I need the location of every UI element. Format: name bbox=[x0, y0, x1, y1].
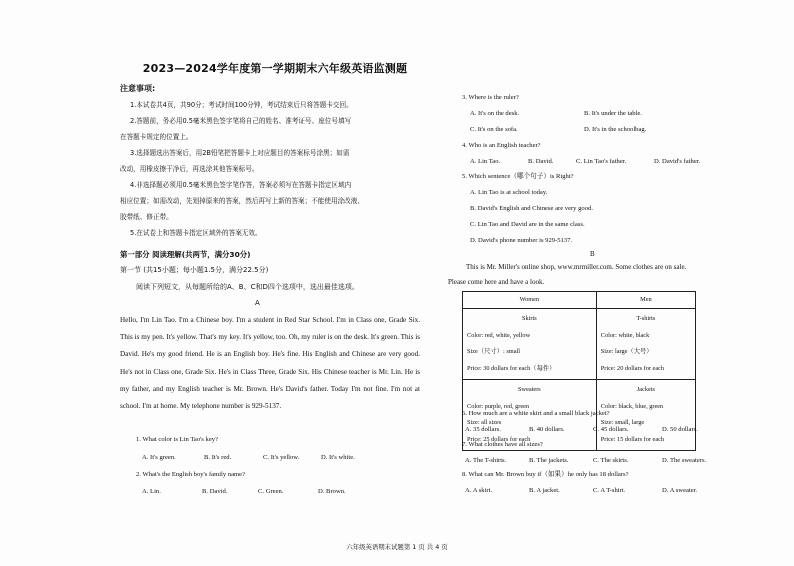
question-4: 4. Who is an English teacher? bbox=[462, 142, 541, 149]
option[interactable]: A. It's on the desk. bbox=[470, 110, 520, 117]
options-2 bbox=[142, 488, 378, 496]
question-1: 1. What color is Lin Tao's key? bbox=[136, 436, 218, 443]
question-3: 3. Where is the ruler? bbox=[462, 94, 519, 101]
option[interactable]: A. 35 dollars. bbox=[465, 426, 501, 433]
question-6: 6. How much are a white skirt and a small black jacket? bbox=[462, 410, 610, 417]
item-name: Skirts bbox=[522, 315, 537, 322]
item-line: Price: 30 dollars for each（每件） bbox=[467, 364, 556, 372]
item-line: Size: small, large bbox=[600, 419, 645, 426]
notes-heading: 注意事项: bbox=[120, 84, 156, 93]
option[interactable]: A. It's green. bbox=[142, 454, 176, 461]
section-heading: 第一节 (共15小题；每小题1.5分，满分22.5分) bbox=[120, 266, 269, 274]
option[interactable]: A. Lin Tao. bbox=[470, 158, 501, 165]
option[interactable]: B. David. bbox=[202, 488, 228, 495]
question-7: 7. What clothes have all sizes? bbox=[462, 441, 543, 448]
passage-a: Hello, I'm Lin Tao. I'm a Chinese boy. I'm a student in Red Star School. I'm in Class one, Grade Six. This is my pen. It's yellow. That's my key. It's yellow, too. Oh, my ruler is on the desk. It's green. This is David. He's my good friend. He is an English boy. He's fine. His English and Chinese are very good. He's not in Class one, Grade Six. He's in Class Three, Grade Six. His Chinese teacher is Mr. Lin. He is my father, and my English teacher is Mr. Brown. He's David's father. Today I'm not fine. I'm not at school. I'm at home. My telephone number is 929-5137. bbox=[120, 316, 420, 411]
option[interactable]: C. Green. bbox=[258, 488, 284, 495]
item-name: T-shirts bbox=[636, 315, 656, 322]
options-6 bbox=[465, 426, 698, 434]
note-line: 5.在试卷上和答题卡指定区域外的答案无效。 bbox=[130, 229, 262, 237]
question-5: 5. Which sentence（哪个句子）is Right? bbox=[462, 173, 574, 180]
passage-a-label: A bbox=[255, 299, 260, 307]
passage-b-label: B bbox=[590, 250, 595, 258]
note-line: 胶带纸、修正带。 bbox=[120, 213, 173, 221]
column-header-women: Women bbox=[463, 292, 597, 309]
option[interactable]: C. It's yellow. bbox=[263, 454, 300, 461]
item-line: Color: white, black bbox=[600, 331, 650, 339]
part-heading: 第一部分 阅读理解(共两节，满分30分) bbox=[120, 250, 251, 259]
option[interactable]: B. David's English and Chinese are very good. bbox=[470, 205, 593, 212]
option[interactable]: C. A T-shirt. bbox=[593, 487, 626, 494]
option[interactable]: A. A skirt. bbox=[465, 487, 493, 494]
option[interactable]: B. David. bbox=[528, 158, 554, 165]
note-line: 2.答题前，务必用0.5毫米黑色签字笔将自己的姓名、准考证号、座位号填写 bbox=[130, 117, 352, 125]
table-cell bbox=[463, 309, 597, 380]
option[interactable]: A. Lin. bbox=[142, 488, 161, 495]
options-1 bbox=[142, 454, 381, 462]
option[interactable]: A. The T-shirts. bbox=[465, 457, 507, 464]
note-line: 在答题卡规定的位置上。 bbox=[120, 133, 193, 141]
option[interactable]: D. It's white. bbox=[321, 454, 355, 461]
item-line: Price: 15 dollars for each bbox=[600, 435, 665, 443]
option[interactable]: D. David's phone number is 929-5137. bbox=[470, 237, 573, 244]
options-3a bbox=[470, 110, 642, 118]
question-2: 2. What's the English boy's family name? bbox=[136, 471, 246, 478]
option[interactable]: B. A jacket. bbox=[529, 487, 560, 494]
option[interactable]: B. It's under the table. bbox=[584, 110, 642, 117]
option[interactable]: D. Brown. bbox=[318, 488, 346, 495]
item-line: Price: 25 dollars for each bbox=[467, 435, 531, 443]
options-4 bbox=[470, 158, 700, 166]
options-7 bbox=[465, 457, 706, 465]
option[interactable]: C. The skirts. bbox=[593, 457, 629, 464]
item-name: Sweaters bbox=[518, 386, 541, 393]
note-line: 3.选择题选出答案后，用2B铅笔把答题卡上对应题目的答案标号涂黑；如需 bbox=[130, 149, 350, 157]
option[interactable]: C. It's on the sofa. bbox=[470, 126, 518, 133]
table-cell bbox=[596, 380, 695, 451]
item-line: Size: large（大号） bbox=[600, 348, 653, 355]
exam-title: 2023—2024学年度第一学期期末六年级英语监测题 bbox=[142, 62, 408, 75]
option[interactable]: D. The sweaters. bbox=[662, 457, 707, 464]
notes-list bbox=[120, 101, 425, 245]
note-line: 4.非选择题必须用0.5毫米黑色签字笔作答，答案必须写在答题卡指定区域内 bbox=[130, 181, 352, 189]
option[interactable]: A. Lin Tao is at school today. bbox=[470, 189, 548, 196]
item-line: Color: black, blue, green bbox=[600, 402, 664, 410]
item-line: Size（尺寸）: small bbox=[467, 348, 520, 355]
note-line: 1.本试卷共4页，共90分；考试时间100分钟，考试结束后只将答题卡交回。 bbox=[130, 101, 353, 109]
table-cell bbox=[596, 309, 695, 380]
column-header-men: Men bbox=[596, 292, 695, 309]
item-line: Color: purple, red, green bbox=[467, 402, 530, 410]
option[interactable]: D. A sweater. bbox=[662, 487, 698, 494]
item-name: Jackets bbox=[636, 386, 655, 393]
option[interactable]: D. David's father. bbox=[654, 158, 701, 165]
note-line: 改动，用橡皮擦干净后，再选涂其他答案标号。 bbox=[120, 165, 259, 173]
item-line: Color: red, white, yellow bbox=[467, 331, 531, 339]
option[interactable]: D. 50 dollars. bbox=[662, 426, 698, 433]
note-line: 相应位置；如需改动，先划掉原来的答案，然后再写上新的答案；不能使用涂改液、 bbox=[120, 197, 364, 205]
item-line: Size: all sizes bbox=[467, 419, 502, 426]
option[interactable]: B. The jackets. bbox=[529, 457, 569, 464]
page-footer: 六年级英语期末试题第 1 页 共 4 页 bbox=[346, 543, 448, 551]
item-line: Price: 20 dollars for each bbox=[600, 364, 665, 372]
instruction: 阅读下列短文，从每题所给的A、B、C和D四个选项中，选出最佳选项。 bbox=[136, 283, 359, 291]
option[interactable]: C. Lin Tao's father. bbox=[576, 158, 627, 165]
option[interactable]: C. 45 dollars. bbox=[593, 426, 629, 433]
passage-b-intro: This is Mr. Miller's online shop, www.mrmiller.com. Some clothes are on sale. bbox=[466, 263, 687, 271]
options-8 bbox=[465, 487, 697, 495]
passage-b-intro-2: Please come here and have a look. bbox=[448, 278, 545, 286]
question-8: 8. What can Mr. Brown buy if（如果）he only has 18 dollars? bbox=[462, 471, 629, 478]
option[interactable]: C. Lin Tao and David are in the same class. bbox=[470, 221, 585, 228]
options-3b bbox=[470, 126, 646, 134]
option[interactable]: D. It's in the schoolbag. bbox=[584, 126, 647, 133]
option[interactable]: B. 40 dollars. bbox=[529, 426, 565, 433]
option[interactable]: B. It's red. bbox=[204, 454, 232, 461]
